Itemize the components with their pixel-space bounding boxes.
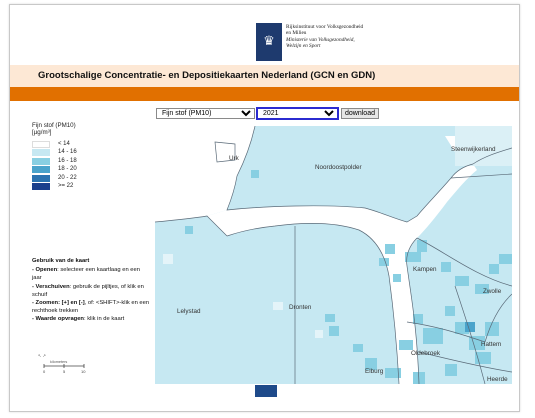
page-title: Grootschalige Concentratie- en Depositiekaarten Nederland (GCN en GDN) xyxy=(38,70,376,81)
place-label-dronten: Dronten xyxy=(289,304,312,311)
help-item: - Zoomen: [+] en [-], of: <SHIFT>-klik en een rechthoek trekken xyxy=(32,300,150,315)
scale-tick: 10 xyxy=(81,369,86,374)
legend-swatch xyxy=(32,141,50,148)
place-label-lelystad: Lelystad xyxy=(177,308,201,315)
place-label-urk: Urk xyxy=(229,155,239,162)
help-title: Gebruik van de kaart xyxy=(32,258,90,264)
title-bar xyxy=(10,65,520,87)
logo-text xyxy=(286,24,363,50)
year-select[interactable] xyxy=(257,108,338,119)
help-item: - Openen: selecteer een kaartlaag en een jaar xyxy=(32,267,140,282)
legend-label: >= 22 xyxy=(58,183,74,190)
logo-line-4: Welzijn en Sport xyxy=(286,43,321,50)
component-select[interactable] xyxy=(156,108,255,119)
legend-label: 14 - 16 xyxy=(58,149,77,156)
logo-line-3: Ministerie van Volksgezondheid, xyxy=(286,36,355,43)
logo-line-1: Rijksinstituut voor Volksgezondheid xyxy=(286,24,364,30)
legend-label: 16 - 18 xyxy=(58,157,77,164)
legend-label: 18 - 20 xyxy=(58,166,77,173)
download-button[interactable]: download xyxy=(341,108,379,119)
place-label-oldebroek: Oldebroek xyxy=(411,350,441,357)
legend xyxy=(32,122,76,196)
map-help xyxy=(32,257,150,324)
place-label-heerde: Heerde xyxy=(487,376,508,383)
legend-title: Fijn stof (PM10) xyxy=(32,122,76,129)
help-item: - Verschuiven: gebruik de pijltjes, of klik en schuif xyxy=(32,283,144,298)
place-label-noordoostpolder: Noordoostpolder xyxy=(315,164,362,171)
page-frame xyxy=(9,4,520,412)
map-canvas[interactable] xyxy=(155,126,512,384)
legend-swatch xyxy=(32,175,50,182)
legend-label: < 14 xyxy=(58,140,70,147)
place-label-hattem: Hattem xyxy=(481,341,502,348)
pm10-cells-18-20 xyxy=(465,322,475,332)
place-label-zwolle: Zwolle xyxy=(483,288,502,295)
rijksoverheid-logo xyxy=(256,23,396,65)
legend-unit: [µg/m³] xyxy=(32,129,52,137)
place-label-elburg: Elburg xyxy=(365,368,384,375)
logo-line-2: en Milieu xyxy=(286,30,307,37)
place-label-kampen: Kampen xyxy=(413,266,437,273)
svg-text:↖ ↗: ↖ ↗ xyxy=(38,353,46,358)
scale-unit: kilometers xyxy=(50,360,68,364)
legend-swatch xyxy=(32,183,50,190)
crest-icon: ♛ xyxy=(263,33,275,48)
legend-rows xyxy=(32,140,76,196)
legend-swatch xyxy=(32,158,50,165)
legend-swatch xyxy=(32,149,50,156)
scale-tick: 5 xyxy=(63,369,66,374)
help-item: - Waarde opvragen: klik in de kaart xyxy=(32,316,125,323)
legend-label: 20 - 22 xyxy=(58,174,77,181)
scale-tick: 0 xyxy=(43,369,46,374)
legend-swatch xyxy=(32,166,50,173)
footer-block xyxy=(255,385,277,397)
place-label-steenwijkerland: Steenwijkerland xyxy=(451,146,496,153)
scale-bar xyxy=(36,353,88,375)
orange-band xyxy=(10,87,520,101)
